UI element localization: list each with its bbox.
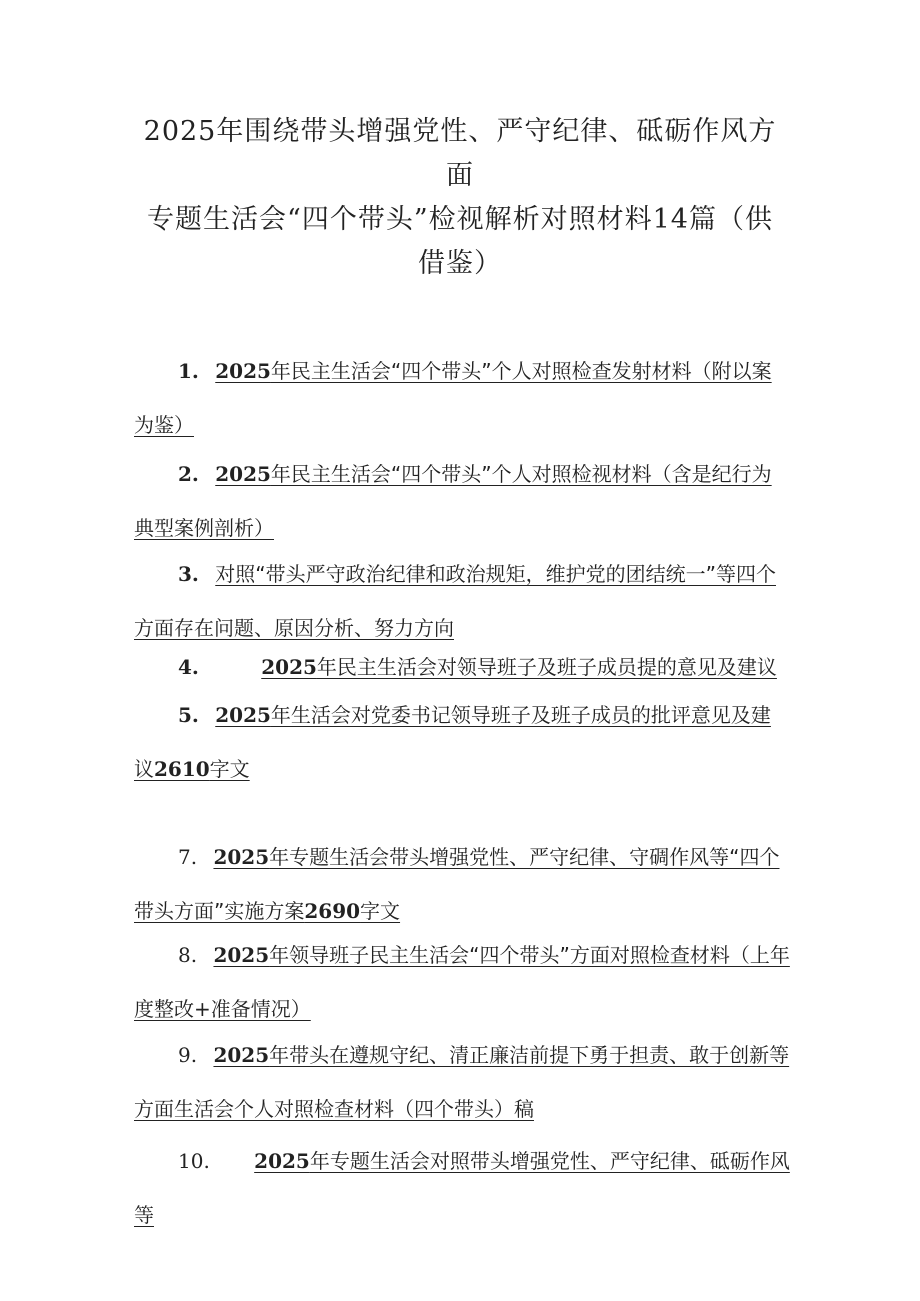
toc-item	[134, 447, 790, 555]
toc-item-number: 2.	[178, 462, 199, 486]
toc-item-year: 2025	[213, 943, 270, 967]
toc-item-number: 8.	[178, 943, 198, 967]
toc-item	[134, 1028, 790, 1136]
toc-item	[134, 344, 790, 452]
title-line: 专题生活会“四个带头”检视解析对照材料14篇（供	[147, 204, 773, 235]
toc-item-text: 年民主生活会“四个带头”个人对照检查发射材料（附以案为鉴）	[134, 359, 772, 437]
toc-item-word-count: 2690	[304, 899, 361, 923]
toc-item	[134, 928, 790, 1036]
document-title	[130, 110, 790, 286]
toc-item-link[interactable]	[134, 1043, 789, 1121]
toc-item-number: 3.	[178, 562, 199, 586]
toc-item-link[interactable]	[134, 562, 776, 640]
toc-item-link[interactable]	[261, 655, 777, 679]
toc-item-number: 7.	[178, 845, 198, 869]
toc-item-number: 1.	[178, 359, 199, 383]
toc-item-suffix: 字文	[209, 757, 250, 781]
toc-item-link[interactable]	[134, 703, 771, 781]
title-line: 借鉴）	[418, 248, 502, 279]
toc-item	[134, 1134, 790, 1242]
toc-item-number: 10.	[178, 1149, 210, 1173]
toc-item-link[interactable]	[134, 845, 780, 923]
toc-item-text: 对照“带头严守政治纪律和政治规矩，维护党的团结统一”等四个方面存在问题、原因分析、努力方向	[134, 562, 776, 640]
toc-item	[134, 640, 790, 694]
toc-item-suffix: 字文	[360, 899, 401, 923]
toc-item-text: 年领导班子民主生活会“四个带头”方面对照检查材料（上年度整改+准备情况）	[134, 943, 790, 1021]
toc-item-number: 9.	[178, 1043, 198, 1067]
toc-item-number: 4.	[178, 655, 199, 679]
toc-item-year: 2025	[213, 845, 270, 869]
toc-item-text: 年民主生活会“四个带头”个人对照检视材料（含是纪行为典型案例剖析）	[134, 462, 772, 540]
toc-item-text: 年专题生活会对照带头增强党性、严守纪律、砥砺作风等	[134, 1149, 790, 1227]
toc-item-link[interactable]	[134, 1149, 790, 1227]
toc-item-link[interactable]	[134, 359, 772, 437]
toc-item-text: 年生活会对党委书记领导班子及班子成员的批评意见及建议	[134, 703, 771, 781]
toc-item-year: 2025	[215, 359, 271, 383]
toc-item-text: 年专题生活会带头增强党性、严守纪律、守碉作风等“四个带头方面”实施方案	[134, 845, 780, 923]
toc-item-year: 2025	[215, 703, 271, 727]
toc-item-text: 年带头在遵规守纪、清正廉洁前提下勇于担责、敢于创新等方面生活会个人对照检查材料（四个带头）稿	[134, 1043, 790, 1121]
toc-item-link[interactable]	[134, 943, 790, 1021]
toc-item-link[interactable]	[134, 462, 772, 540]
toc-item	[134, 830, 790, 938]
toc-item-year: 2025	[254, 1149, 310, 1173]
toc-item-year: 2025	[215, 462, 271, 486]
toc-item-year: 2025	[213, 1043, 270, 1067]
toc-item	[134, 688, 790, 796]
title-line: 2025年围绕带头增强党性、严守纪律、砥砺作风方面	[143, 116, 777, 191]
toc-item-number: 5.	[178, 703, 199, 727]
toc-item-text: 年民主生活会对领导班子及班子成员提的意见及建议	[316, 655, 777, 679]
toc-item	[134, 547, 790, 655]
toc-item-year: 2025	[261, 655, 317, 679]
toc-item-word-count: 2610	[154, 757, 210, 781]
